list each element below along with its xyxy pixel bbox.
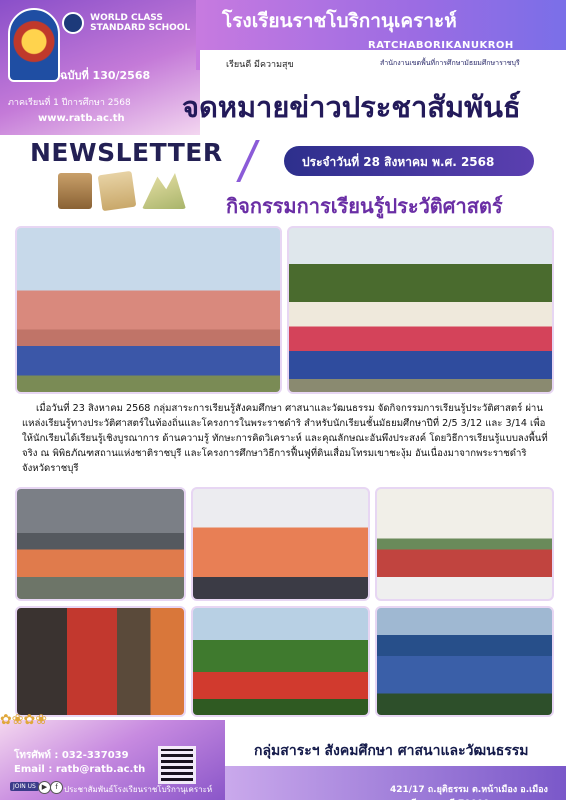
world-class-badge — [62, 12, 190, 34]
photo-group-indoor — [191, 487, 370, 601]
qr-code — [158, 746, 196, 784]
photo-lecture-room — [375, 487, 554, 601]
website-link[interactable]: www.ratb.ac.th — [38, 113, 125, 124]
newsletter-label: NEWSLETTER — [30, 138, 223, 167]
youtube-icon[interactable]: ▶ — [38, 781, 51, 794]
facebook-page-name[interactable]: ประชาสัมพันธ์โรงเรียนราชโบริกานุเคราะห์ — [64, 785, 213, 794]
activity-title: กิจกรรมการเรียนรู้ประวัติศาสตร์ — [226, 194, 503, 218]
school-crest-logo — [8, 8, 60, 82]
globe-icon — [62, 12, 84, 34]
world-class-line1: WORLD CLASS — [90, 13, 163, 23]
museum-icon — [58, 173, 92, 209]
photo-museum-hall — [15, 487, 186, 601]
photo-tram-ride — [375, 606, 554, 717]
mountain-icon — [142, 173, 186, 209]
photo-building-group — [287, 226, 554, 394]
page-title: จดหมายข่าวประชาสัมพันธ์ — [182, 90, 521, 124]
email-address[interactable]: Email : ratb@ratb.ac.th — [14, 764, 146, 775]
article-paragraph: เมื่อวันที่ 23 สิงหาคม 2568 กลุ่มสาระการเรียนรู้สังคมศึกษา ศาสนาและวัฒนธรรม จัดกิจกรรมการเรียนรู้ประวัติศาสตร์ ผ่านแหล่งเรียนรู้ทางประวัติศาสตร์ในท้องถิ่นและโครงการในพระราชดำริ สำหรับนักเรียนชั้นมัธยมศึกษาปีที่ 2/5 3/12 และ 3/14 เพื่อให้นักเรียนได้เรียนรู้เชิงบูรณาการ ด้านความรู้ ทักษะการคิดวิเคราะห์ และคุณลักษณะอันพึงประสงค์ โดยวิธีการเรียนรู้แบบลงพื้นที่จริง ณ พิพิธภัณฑสถานแห่งชาติราชบุรี และโครงการศึกษาวิธีการฟื้นฟูที่ดินเสื่อมโทรมเขาชะงุ้ม อันเนื่องมาจากพระราชดำริ จังหวัดราชบุรี — [22, 403, 548, 474]
school-address: 421/17 ถ.ยุติธรรม ต.หน้าเมือง อ.เมืองราชบุรี จ.ราชบุรี 70000 — [390, 785, 548, 809]
facebook-icon[interactable]: f — [50, 781, 63, 794]
academic-term: ภาคเรียนที่ 1 ปีการศึกษา 2568 — [8, 98, 131, 108]
education-office: สำนักงานเขตพื้นที่การศึกษามัธยมศึกษาราชบุรี — [380, 59, 520, 67]
world-class-line2: STANDARD SCHOOL — [90, 23, 191, 33]
date-badge: ประจำวันที่ 28 สิงหาคม พ.ศ. 2568 — [284, 146, 534, 176]
school-name-thai: โรงเรียนราชโบริกานุเคราะห์ — [222, 10, 457, 32]
join-us-label: JOIN US — [10, 782, 39, 791]
school-name-english: RATCHABORIKANUKROH SCHOOL — [368, 40, 514, 62]
phone-number: โทรศัพท์ : 032-337039 — [14, 750, 129, 761]
issue-number: ฉบับที่ 130/2568 — [60, 69, 151, 82]
photo-museum-group — [15, 226, 282, 394]
school-motto: เรียนดี มีความสุข — [226, 60, 294, 70]
photo-activity-station — [15, 606, 186, 717]
divider-slash — [236, 140, 260, 182]
scroll-icon — [98, 171, 137, 211]
flower-ornament-icon: ✿❀✿❀ — [0, 712, 47, 728]
photo-garden — [191, 606, 370, 717]
department-name: กลุ่มสาระฯ สังคมศึกษา ศาสนาและวัฒนธรรม — [254, 743, 529, 759]
